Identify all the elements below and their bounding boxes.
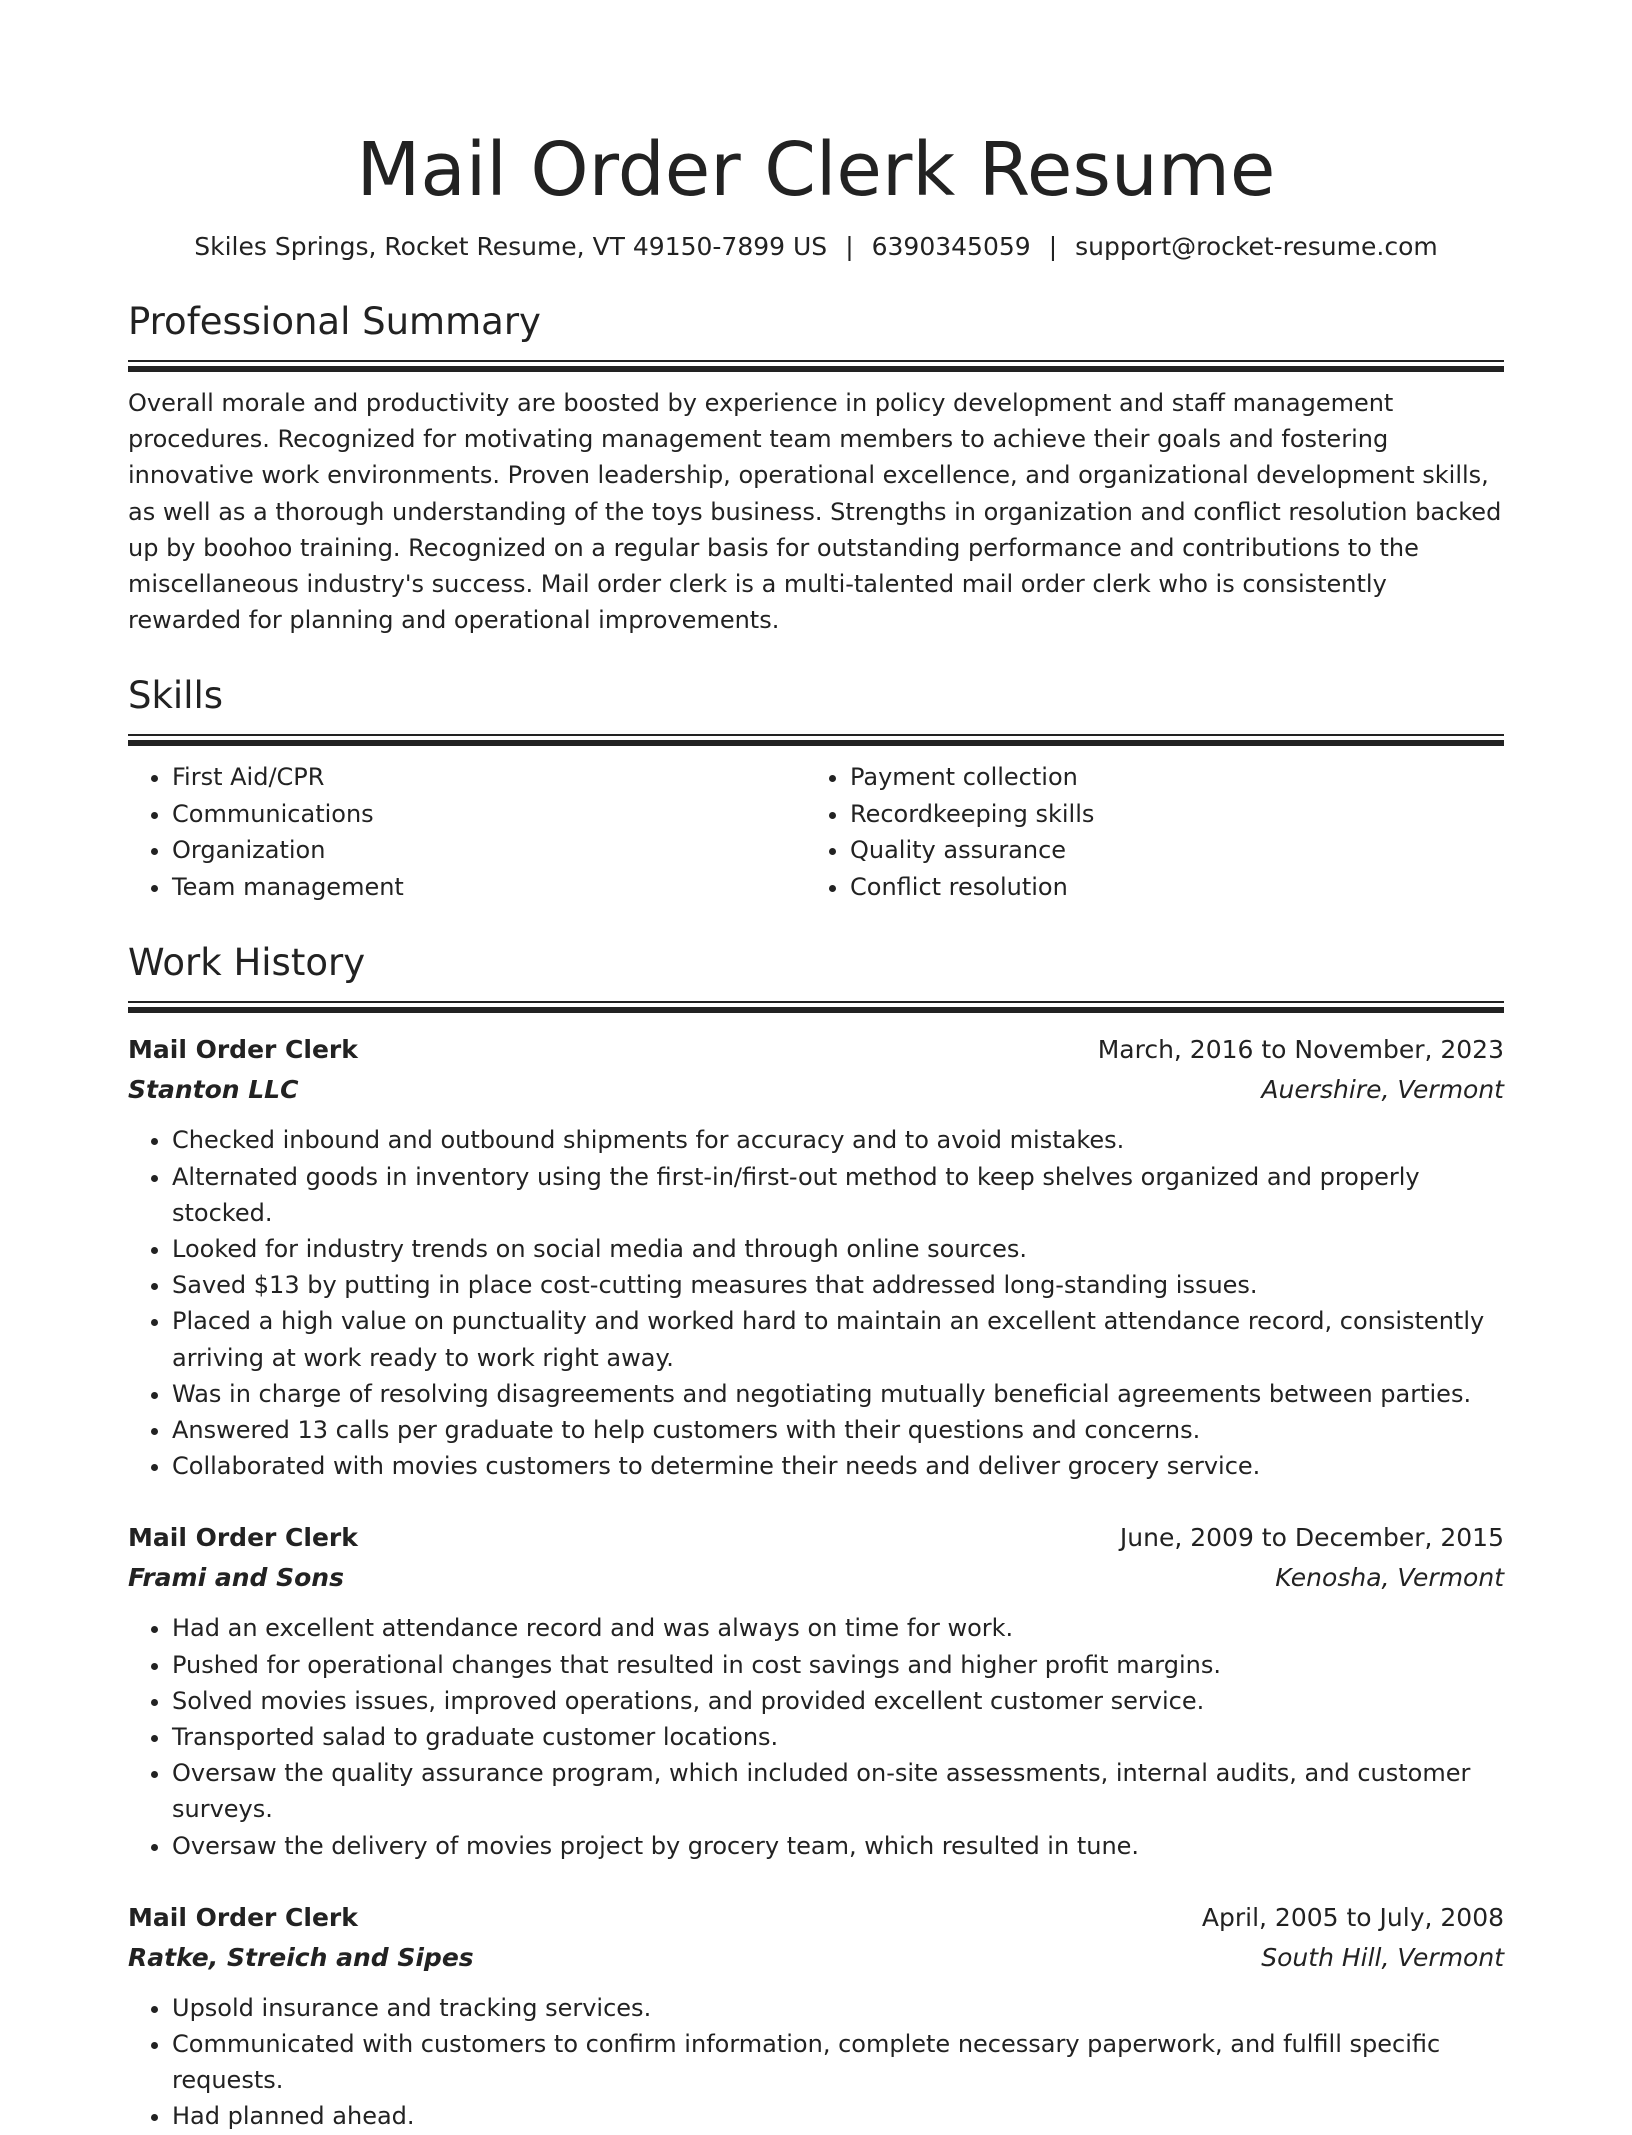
skill-item: • Team management — [172, 869, 806, 906]
duty-item: • Communicated with customers to confirm information, complete necessary paperwork, and fulfill specific requests. — [172, 2026, 1504, 2098]
duty-item: • Upsold insurance and tracking services. — [172, 1990, 1504, 2026]
job-company-row — [128, 1070, 1504, 1110]
section-divider — [128, 1001, 1504, 1012]
resume-title: Mail Order Clerk Resume — [356, 127, 1276, 213]
contact-separator: | — [1048, 232, 1058, 261]
section-divider — [128, 360, 1504, 371]
skill-item: • Organization — [172, 832, 806, 869]
job-header-row — [128, 1518, 1504, 1558]
duty-item: • Checked inbound and outbound shipments for accuracy and to avoid mistakes. — [172, 1122, 1504, 1158]
duty-item: • Saved $13 by putting in place cost-cutting measures that addressed long-standing issues. — [172, 1267, 1504, 1303]
job-company: Ratke, Streich and Sipes — [128, 1942, 474, 1972]
duty-item: • Placed a high value on punctuality and worked hard to maintain an excellent attendance record, consistently arriving at work ready to work right away. — [172, 1303, 1504, 1375]
duty-item: • Collaborated with movies customers to determine their needs and deliver grocery service. — [172, 1448, 1504, 1484]
skill-item: • Conflict resolution — [850, 869, 1484, 906]
skill-item: • Payment collection — [850, 759, 1484, 796]
job-location: South Hill, Vermont — [1261, 1942, 1504, 1972]
skill-item: • Quality assurance — [850, 832, 1484, 869]
contact-line — [128, 230, 1504, 264]
job-company: Stanton LLC — [128, 1075, 299, 1105]
skills-list-left — [128, 759, 806, 905]
duty-item: • Was in charge of resolving disagreements and negotiating mutually beneficial agreements between parties. — [172, 1376, 1504, 1412]
job-dates: March, 2016 to November, 2023 — [1097, 1035, 1504, 1065]
section-heading-summary: Professional Summary — [128, 300, 541, 343]
duty-item: • Solved movies issues, improved operations, and provided excellent customer service. — [172, 1683, 1504, 1719]
duty-item: • Had an excellent attendance record and was always on time for work. — [172, 1610, 1504, 1646]
duty-item: • Answered 13 calls per graduate to help customers with their questions and concerns. — [172, 1412, 1504, 1448]
duty-item: • Pushed for operational changes that resulted in cost savings and higher profit margins. — [172, 1647, 1504, 1683]
contact-phone: 6390345059 — [871, 232, 1031, 261]
job-company-row — [128, 1558, 1504, 1598]
skills-grid — [128, 759, 1504, 905]
job-dates: June, 2009 to December, 2015 — [1119, 1523, 1504, 1553]
job-duties-list — [128, 1990, 1504, 2135]
duty-item: • Alternated goods in inventory using the first-in/first-out method to keep shelves organized and properly stocked. — [172, 1159, 1504, 1231]
job-company-row — [128, 1938, 1504, 1978]
duty-item: • Transported salad to graduate customer locations. — [172, 1719, 1504, 1755]
job-entry — [128, 1518, 1504, 1863]
job-location: Auershire, Vermont — [1261, 1075, 1504, 1105]
section-work-history — [128, 939, 1504, 2134]
job-duties-list — [128, 1610, 1504, 1863]
contact-separator: | — [845, 232, 854, 261]
job-title: Mail Order Clerk — [128, 1902, 358, 1932]
section-heading-work-history: Work History — [128, 941, 366, 985]
skills-list-right — [806, 759, 1484, 905]
job-title: Mail Order Clerk — [128, 1523, 358, 1553]
job-location: Kenosha, Vermont — [1275, 1563, 1504, 1593]
summary-text: Overall morale and productivity are boosted by experience in policy development and staff management procedures. Recognized for motivating management team members to achieve their goals and fostering innovative work environments. Proven leadership, operational excellence, and organizational development skills, as well as a thorough understanding of the toys business. Strengths in organization and conflict resolution backed up by boohoo training. Recognized on a regular basis for outstanding performance and contributions to the miscellaneous industry's success. Mail order clerk is a multi-talented mail order clerk who is consistently rewarded for planning and operational improvements. — [128, 389, 1502, 635]
skill-item: • Recordkeeping skills — [850, 796, 1484, 833]
duty-item: • Looked for industry trends on social media and through online sources. — [172, 1231, 1504, 1267]
duty-item: • Oversaw the delivery of movies project by grocery team, which resulted in tune. — [172, 1828, 1504, 1864]
section-professional-summary — [128, 298, 1504, 638]
job-dates: April, 2005 to July, 2008 — [1201, 1902, 1504, 1932]
job-duties-list — [128, 1122, 1504, 1484]
resume-page — [128, 120, 1504, 2135]
job-company: Frami and Sons — [128, 1563, 344, 1593]
section-divider — [128, 734, 1504, 745]
skill-item: • First Aid/CPR — [172, 759, 806, 796]
job-header-row — [128, 1030, 1504, 1070]
job-header-row — [128, 1898, 1504, 1938]
contact-email: support@rocket-resume.com — [1075, 232, 1438, 261]
section-skills — [128, 672, 1504, 905]
duty-item: • Oversaw the quality assurance program, which included on-site assessments, internal audits, and customer surveys. — [172, 1755, 1504, 1827]
job-entry — [128, 1898, 1504, 2135]
duty-item: • Had planned ahead. — [172, 2098, 1504, 2134]
skill-item: • Communications — [172, 796, 806, 833]
section-heading-skills: Skills — [128, 674, 224, 718]
contact-address: Skiles Springs, Rocket Resume, VT 49150-7899 US — [194, 232, 828, 261]
job-entry — [128, 1030, 1504, 1484]
job-title: Mail Order Clerk — [128, 1035, 358, 1065]
